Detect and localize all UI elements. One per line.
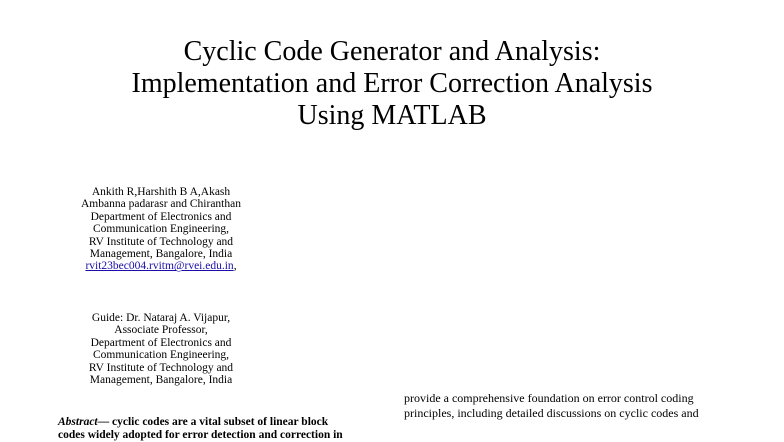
abstract-label: Abstract (58, 416, 98, 428)
paper-title (60, 36, 724, 132)
guide-line: Management, Bangalore, India (89, 374, 233, 387)
affiliation-line: RV Institute of Technology and (88, 235, 234, 248)
guide-line: RV Institute of Technology and (88, 361, 234, 374)
guide-line: Department of Electronics and (90, 336, 232, 349)
author-line: Ankith R,Harshith B A,Akash (91, 186, 231, 198)
body-line: provide a comprehensive foundation on error control coding (404, 391, 694, 405)
guide-line: Communication Engineering, (92, 349, 230, 362)
abstract-text-1: cyclic codes are a vital subset of linear block (109, 416, 329, 428)
guide-block (56, 312, 266, 386)
right-column-text (404, 391, 744, 420)
abstract-dash: — (97, 416, 110, 428)
author-email-link[interactable]: rvit23bec004.rvitm@rvei.edu.in (85, 260, 234, 273)
email-line (56, 260, 266, 272)
title-line-1: Cyclic Code Generator and Analysis: (183, 36, 601, 67)
affiliation-line: Department of Electronics and (90, 210, 232, 223)
guide-line: Associate Professor, (114, 324, 208, 337)
affiliation-line: Management, Bangalore, India (89, 248, 233, 261)
abstract-paragraph (58, 416, 380, 442)
affiliation-line: Communication Engineering, (92, 223, 230, 236)
title-line-2: Implementation and Error Correction Analysis (131, 68, 653, 99)
author-block (56, 186, 266, 273)
guide-line: Guide: Dr. Nataraj A. Vijapur, (91, 312, 231, 324)
abstract-text-2: codes widely adopted for error detection and correction in (58, 429, 343, 441)
email-suffix: , (233, 260, 237, 273)
title-line-3: Using MATLAB (297, 100, 487, 131)
author-line: Ambanna padarasr and Chiranthan (81, 198, 241, 211)
body-line: principles, including detailed discussions on cyclic codes and (404, 405, 699, 420)
